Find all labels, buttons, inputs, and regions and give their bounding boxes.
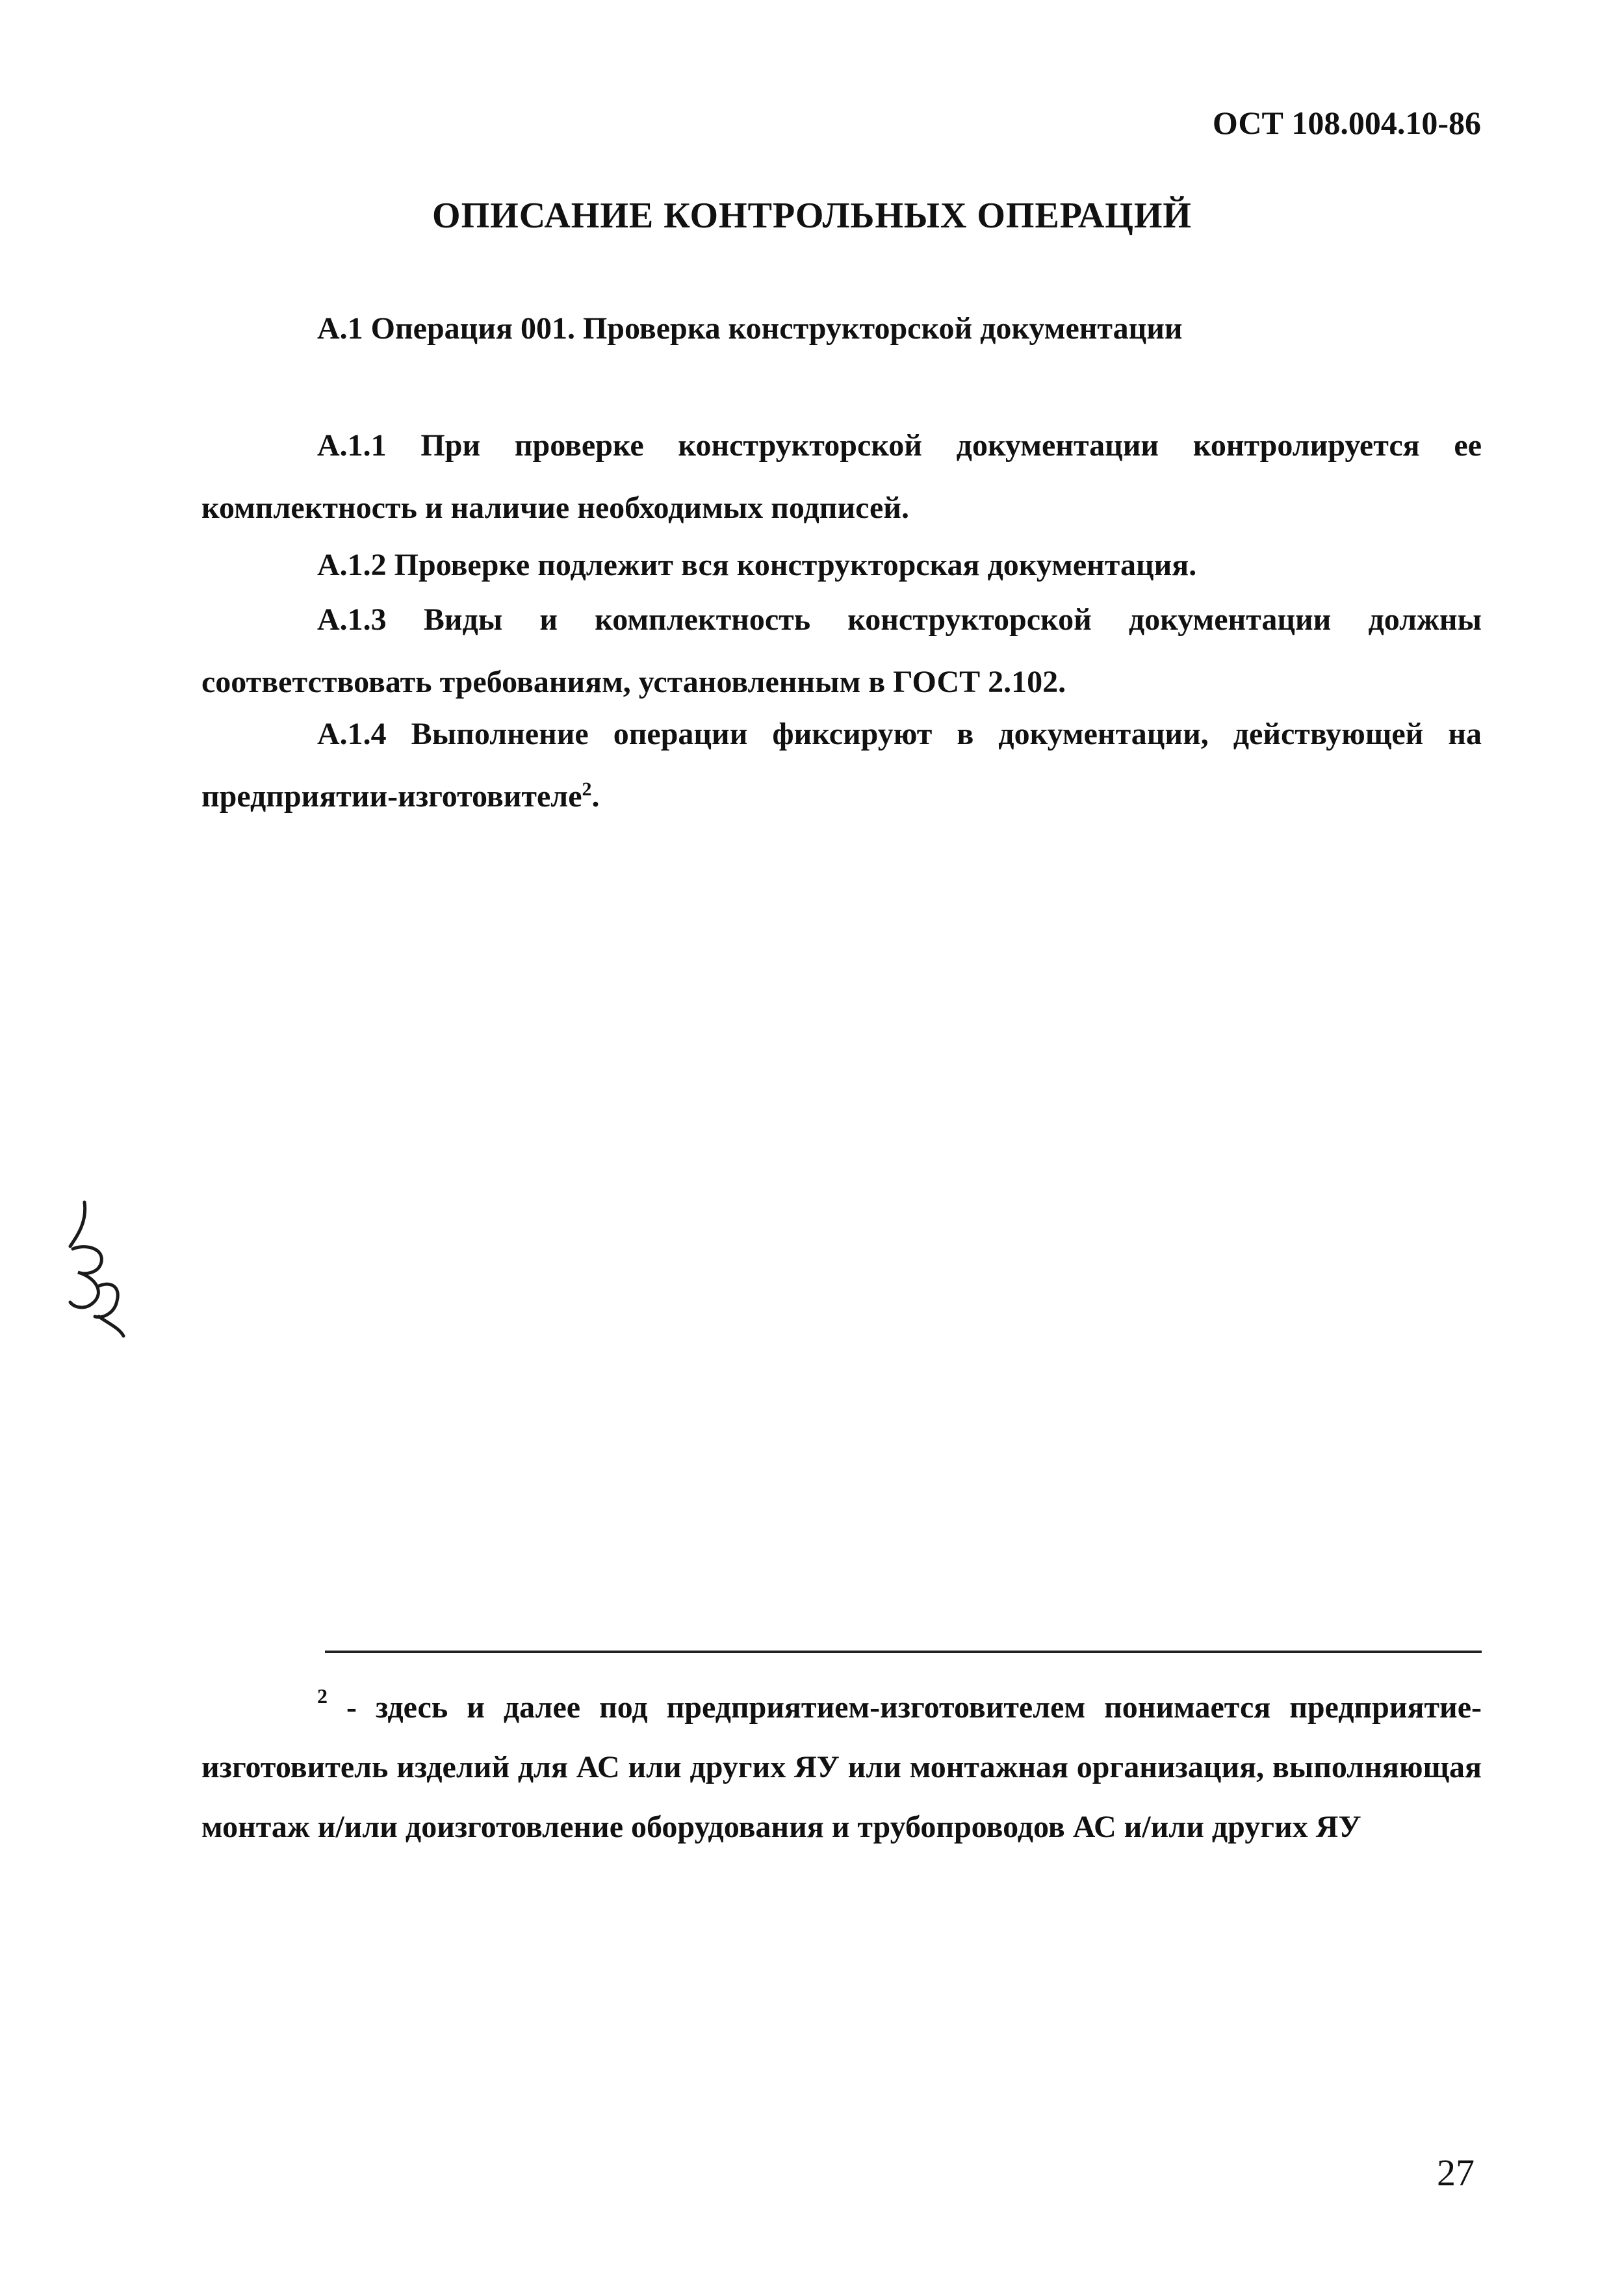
section-heading: А.1 Операция 001. Проверка конструкторской документации [317, 311, 1183, 346]
paragraph-a-1-1: А.1.1 При проверке конструкторской документации контролируется ее комплектность и наличие необходимых подписей. [201, 428, 1482, 525]
paragraph-a-1-4-end: . [591, 779, 600, 814]
footnote-text: - здесь и далее под предприятием-изготовителем понимается предприятие-изготовитель изделий для АС или других ЯУ или монтажная организация, выполняющая монтаж и/или доизготовление оборудования и трубопроводов АС и/или других ЯУ [201, 1690, 1482, 1844]
page-title: ОПИСАНИЕ КОНТРОЛЬНЫХ ОПЕРАЦИЙ [432, 196, 1192, 236]
footnote [201, 1678, 1482, 1857]
footnote-marker: 2 [317, 1684, 328, 1708]
paragraph-a-1-2: А.1.2 Проверке подлежит вся конструкторская документация. [317, 548, 1197, 582]
footnote-divider [325, 1651, 1482, 1653]
paragraph-a-1-4-text: А.1.4 Выполнение операции фиксируют в документации, действующей на предприятии-изготовителе [201, 717, 1482, 814]
footnote-reference: 2 [582, 778, 592, 800]
page-number: 27 [1437, 2152, 1475, 2194]
document-code: ОСТ 108.004.10-86 [1212, 105, 1481, 141]
handwritten-page-mark [58, 1189, 136, 1339]
paragraph-a-1-4 [201, 703, 1482, 828]
paragraph-a-1-3: А.1.3 Виды и комплектность конструкторской документации должны соответствовать требованиям, установленным в ГОСТ 2.102. [201, 602, 1482, 699]
